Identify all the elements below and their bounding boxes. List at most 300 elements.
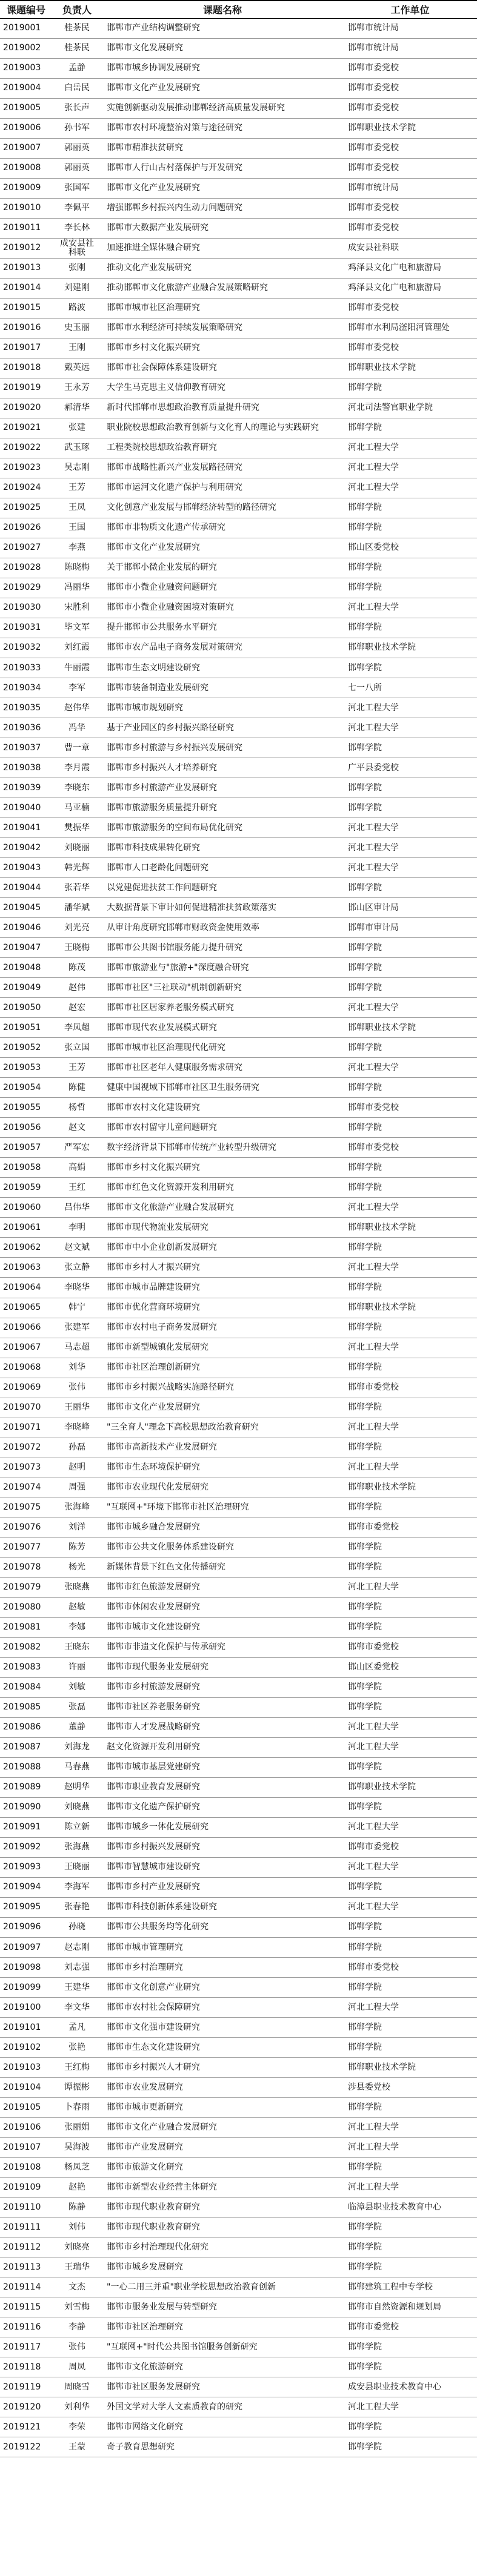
project-title-cell: 邯郸市新型城镇化发展研究 xyxy=(102,1338,343,1358)
project-title-cell: 邯郸市文化产业发展研究 xyxy=(102,538,343,558)
person-cell: 郭丽英 xyxy=(52,158,102,178)
project-id-cell: 2019077 xyxy=(0,1537,52,1557)
project-title-cell: 邯郸市文化创意产业研究 xyxy=(102,1978,343,1998)
project-id-cell: 2019111 xyxy=(0,2218,52,2237)
person-cell: 陈茂 xyxy=(52,958,102,978)
work-unit-cell: 邯郸学院 xyxy=(343,2437,477,2457)
project-title-cell: 邯郸市乡村文化振兴研究 xyxy=(102,338,343,358)
project-id-cell: 2019022 xyxy=(0,438,52,458)
table-row xyxy=(0,1418,477,1438)
project-title-cell: 邯郸市战略性新兴产业发展路径研究 xyxy=(102,458,343,478)
project-title-cell: 邯郸市城市文化建设研究 xyxy=(102,1617,343,1637)
project-title-cell: 工程类院校思想政治教育研究 xyxy=(102,438,343,458)
project-id-cell: 2019021 xyxy=(0,418,52,438)
project-id-cell: 2019105 xyxy=(0,2098,52,2118)
project-title-cell: 文化创意产业发展与邯郸经济转型的路径研究 xyxy=(102,498,343,518)
project-title-cell: 邯郸市社区老年人健康服务需求研究 xyxy=(102,1058,343,1078)
person-cell: 张海燕 xyxy=(52,1837,102,1857)
project-id-cell: 2019054 xyxy=(0,1078,52,1098)
project-id-cell: 2019044 xyxy=(0,878,52,898)
table-row xyxy=(0,2257,477,2277)
work-unit-cell: 邯郸学院 xyxy=(343,1118,477,1138)
person-cell: 王永芳 xyxy=(52,378,102,398)
table-row xyxy=(0,1098,477,1118)
work-unit-cell: 邯郸学院 xyxy=(343,978,477,998)
project-title-cell: 奇子教育思想研究 xyxy=(102,2437,343,2457)
project-title-cell: 邯郸市乡村振兴人才培养研究 xyxy=(102,758,343,778)
table-row xyxy=(0,2138,477,2158)
table-row xyxy=(0,398,477,418)
project-title-cell: 邯郸市社区治理研究 xyxy=(102,2317,343,2337)
person-cell: 韩宁 xyxy=(52,1298,102,1318)
table-row xyxy=(0,1958,477,1978)
table-row xyxy=(0,278,477,298)
project-id-cell: 2019013 xyxy=(0,258,52,278)
work-unit-cell: 邯郸学院 xyxy=(343,2158,477,2178)
table-row xyxy=(0,478,477,498)
table-row xyxy=(0,2317,477,2337)
project-id-cell: 2019057 xyxy=(0,1138,52,1158)
project-id-cell: 2019032 xyxy=(0,638,52,658)
project-title-cell: 邯郸市社区"三社联动"机制创新研究 xyxy=(102,978,343,998)
person-cell: 张艳 xyxy=(52,2038,102,2058)
header-person: 负责人 xyxy=(52,1,102,18)
person-cell: 李晓东 xyxy=(52,778,102,798)
work-unit-cell: 邯郸市统计局 xyxy=(343,38,477,58)
person-cell: 陈健 xyxy=(52,1078,102,1098)
work-unit-cell: 河北工程大学 xyxy=(343,2397,477,2417)
project-title-cell: 邯郸市乡村人才振兴研究 xyxy=(102,1258,343,1278)
work-unit-cell: 邯郸市委党校 xyxy=(343,2317,477,2337)
work-unit-cell: 邯郸学院 xyxy=(343,778,477,798)
work-unit-cell: 河北工程大学 xyxy=(343,1258,477,1278)
work-unit-cell: 邯郸市审计局 xyxy=(343,918,477,938)
person-cell: 李军 xyxy=(52,678,102,698)
project-id-cell: 2019003 xyxy=(0,58,52,78)
person-cell: 刘建刚 xyxy=(52,278,102,298)
project-title-cell: 大学生马克思主义信仰教育研究 xyxy=(102,378,343,398)
table-row xyxy=(0,1518,477,1537)
table-row xyxy=(0,1557,477,1577)
person-cell: 李娜 xyxy=(52,1617,102,1637)
person-cell: 杨凤芝 xyxy=(52,2158,102,2178)
person-cell: 赵明 xyxy=(52,1458,102,1478)
project-title-cell: 邯郸市农产品电子商务发展对策研究 xyxy=(102,638,343,658)
table-row xyxy=(0,2158,477,2178)
project-id-cell: 2019099 xyxy=(0,1978,52,1998)
table-row xyxy=(0,198,477,218)
person-cell: 刘洋 xyxy=(52,1518,102,1537)
table-row xyxy=(0,2337,477,2357)
project-title-cell: 邯郸市乡村旅游发展研究 xyxy=(102,1677,343,1697)
project-title-cell: 邯郸市生态文明建设研究 xyxy=(102,658,343,678)
person-cell: 桂茶民 xyxy=(52,38,102,58)
work-unit-cell: 邯郸学院 xyxy=(343,798,477,818)
person-cell: 白岳民 xyxy=(52,78,102,98)
work-unit-cell: 邯郸学院 xyxy=(343,2218,477,2237)
table-row xyxy=(0,798,477,818)
person-cell: 孙磊 xyxy=(52,1438,102,1458)
person-cell: 王晓东 xyxy=(52,1637,102,1657)
person-cell: 郭丽英 xyxy=(52,138,102,158)
table-row xyxy=(0,118,477,138)
person-cell: 杨光 xyxy=(52,1557,102,1577)
project-id-cell: 2019055 xyxy=(0,1098,52,1118)
table-row xyxy=(0,2078,477,2098)
person-cell: 张长声 xyxy=(52,98,102,118)
table-row xyxy=(0,38,477,58)
table-row xyxy=(0,1998,477,2018)
table-row xyxy=(0,1737,477,1757)
table-row xyxy=(0,1897,477,1917)
work-unit-cell: 邯郸学院 xyxy=(343,2357,477,2377)
project-title-cell: 推动文化产业发展研究 xyxy=(102,258,343,278)
work-unit-cell: 邯郸职业技术学院 xyxy=(343,118,477,138)
work-unit-cell: 邯郸市统计局 xyxy=(343,18,477,38)
project-title-cell: 邯郸市运河文化遗产保护与利用研究 xyxy=(102,478,343,498)
project-id-cell: 2019070 xyxy=(0,1398,52,1418)
person-cell: 王丽华 xyxy=(52,1398,102,1418)
project-id-cell: 2019115 xyxy=(0,2297,52,2317)
person-cell: 张磊 xyxy=(52,1697,102,1717)
work-unit-cell: 河北工程大学 xyxy=(343,698,477,718)
person-cell: 潘华斌 xyxy=(52,898,102,918)
work-unit-cell: 邯郸市委党校 xyxy=(343,1138,477,1158)
project-id-cell: 2019028 xyxy=(0,558,52,578)
work-unit-cell: 邯郸学院 xyxy=(343,1498,477,1518)
work-unit-cell: 邯郸学院 xyxy=(343,578,477,598)
work-unit-cell: 河北工程大学 xyxy=(343,1998,477,2018)
table-row xyxy=(0,1917,477,1937)
project-title-cell: 增强邯郸乡村振兴内生动力问题研究 xyxy=(102,198,343,218)
work-unit-cell: 邯郸学院 xyxy=(343,1597,477,1617)
work-unit-cell: 鸡泽县文化广电和旅游局 xyxy=(343,278,477,298)
project-id-cell: 2019085 xyxy=(0,1697,52,1717)
table-row xyxy=(0,1938,477,1958)
project-id-cell: 2019112 xyxy=(0,2237,52,2257)
project-id-cell: 2019011 xyxy=(0,218,52,238)
project-title-cell: 邯郸市城乡一体化发展研究 xyxy=(102,1817,343,1837)
person-cell: 陈晓梅 xyxy=(52,558,102,578)
project-id-cell: 2019026 xyxy=(0,518,52,538)
person-cell: 赵敏 xyxy=(52,1597,102,1617)
project-title-cell: 以党建促进扶贫工作问题研究 xyxy=(102,878,343,898)
work-unit-cell: 河北工程大学 xyxy=(343,1198,477,1218)
project-title-cell: 邯郸市现代物流业发展研究 xyxy=(102,1218,343,1238)
project-title-cell: 邯郸市人口老龄化问题研究 xyxy=(102,858,343,878)
table-row xyxy=(0,2198,477,2218)
table-row xyxy=(0,1398,477,1418)
table-row xyxy=(0,338,477,358)
project-title-cell: 邯郸市文化旅游产业融合发展研究 xyxy=(102,1198,343,1218)
project-id-cell: 2019010 xyxy=(0,198,52,218)
work-unit-cell: 河北工程大学 xyxy=(343,998,477,1018)
project-id-cell: 2019024 xyxy=(0,478,52,498)
person-cell: 王晓梅 xyxy=(52,938,102,958)
project-title-cell: 邯郸市小微企业融资问题研究 xyxy=(102,578,343,598)
project-title-cell: 邯郸市城乡发展研究 xyxy=(102,2257,343,2277)
work-unit-cell: 河北工程大学 xyxy=(343,438,477,458)
project-title-cell: 邯郸市文化发展研究 xyxy=(102,38,343,58)
work-unit-cell: 邯郸市委党校 xyxy=(343,1098,477,1118)
project-id-cell: 2019046 xyxy=(0,918,52,938)
work-unit-cell: 邯郸学院 xyxy=(343,2257,477,2277)
table-row xyxy=(0,2277,477,2297)
person-cell: 刘海龙 xyxy=(52,1737,102,1757)
project-title-cell: 新媒体背景下红色文化传播研究 xyxy=(102,1557,343,1577)
project-id-cell: 2019114 xyxy=(0,2277,52,2297)
table-row xyxy=(0,598,477,618)
project-id-cell: 2019082 xyxy=(0,1637,52,1657)
person-cell: 吴海波 xyxy=(52,2138,102,2158)
person-cell: 刘敏 xyxy=(52,1677,102,1697)
project-title-cell: 邯郸市文化遗产保护研究 xyxy=(102,1797,343,1817)
project-id-cell: 2019090 xyxy=(0,1797,52,1817)
project-id-cell: 2019080 xyxy=(0,1597,52,1617)
table-row xyxy=(0,2417,477,2437)
project-id-cell: 2019041 xyxy=(0,818,52,838)
work-unit-cell: 广平县委党校 xyxy=(343,758,477,778)
person-cell: 王蒙 xyxy=(52,2437,102,2457)
project-id-cell: 2019069 xyxy=(0,1378,52,1398)
table-row xyxy=(0,2178,477,2198)
table-row xyxy=(0,1978,477,1998)
table-body xyxy=(0,18,477,2457)
work-unit-cell: 邯郸市统计局 xyxy=(343,178,477,198)
work-unit-cell: 邯郸学院 xyxy=(343,1677,477,1697)
table-row xyxy=(0,2218,477,2237)
project-id-cell: 2019053 xyxy=(0,1058,52,1078)
project-title-cell: 邯郸市文化旅游研究 xyxy=(102,2357,343,2377)
person-cell: 赵志刚 xyxy=(52,1938,102,1958)
person-cell: 牛丽霞 xyxy=(52,658,102,678)
work-unit-cell: 邯郸学院 xyxy=(343,958,477,978)
person-cell: 严军宏 xyxy=(52,1138,102,1158)
table-row xyxy=(0,558,477,578)
table-row xyxy=(0,138,477,158)
project-title-cell: 邯郸市文化产业融合发展研究 xyxy=(102,2118,343,2138)
project-id-cell: 2019104 xyxy=(0,2078,52,2098)
table-row xyxy=(0,1218,477,1238)
work-unit-cell: 河北工程大学 xyxy=(343,1817,477,1837)
project-id-cell: 2019033 xyxy=(0,658,52,678)
table-row xyxy=(0,758,477,778)
project-title-cell: 邯郸市乡村振兴发展研究 xyxy=(102,1837,343,1857)
work-unit-cell: 邯郸学院 xyxy=(343,498,477,518)
project-id-cell: 2019052 xyxy=(0,1038,52,1058)
work-unit-cell: 河北工程大学 xyxy=(343,818,477,838)
person-cell: 冯丽华 xyxy=(52,578,102,598)
work-unit-cell: 河北工程大学 xyxy=(343,718,477,738)
work-unit-cell: 邯郸学院 xyxy=(343,1877,477,1897)
work-unit-cell: 河北工程大学 xyxy=(343,458,477,478)
table-row xyxy=(0,1118,477,1138)
project-title-cell: 邯郸市乡村旅游与乡村振兴发展研究 xyxy=(102,738,343,758)
work-unit-cell: 邯郸职业技术学院 xyxy=(343,1018,477,1038)
table-row xyxy=(0,1258,477,1278)
project-id-cell: 2019120 xyxy=(0,2397,52,2417)
project-id-cell: 2019110 xyxy=(0,2198,52,2218)
person-cell: 李明 xyxy=(52,1218,102,1238)
table-row xyxy=(0,778,477,798)
table-row xyxy=(0,1198,477,1218)
table-row xyxy=(0,298,477,318)
project-title-cell: 邯郸市公共服务均等化研究 xyxy=(102,1917,343,1937)
project-title-cell: 邯郸市旅游文化研究 xyxy=(102,2158,343,2178)
project-id-cell: 2019017 xyxy=(0,338,52,358)
project-id-cell: 2019037 xyxy=(0,738,52,758)
table-row xyxy=(0,1717,477,1737)
work-unit-cell: 邯郸学院 xyxy=(343,1438,477,1458)
person-cell: 张丽娟 xyxy=(52,2118,102,2138)
project-id-cell: 2019005 xyxy=(0,98,52,118)
project-title-cell: 大数据背景下审计如何促进精准扶贫政策落实 xyxy=(102,898,343,918)
person-cell: 张建 xyxy=(52,418,102,438)
project-title-cell: 邯郸市职业教育发展研究 xyxy=(102,1777,343,1797)
person-cell: 刘红霞 xyxy=(52,638,102,658)
work-unit-cell: 成安县社科联 xyxy=(343,238,477,258)
project-id-cell: 2019074 xyxy=(0,1478,52,1498)
person-cell: 刘华 xyxy=(52,1358,102,1378)
person-cell: 张晓燕 xyxy=(52,1577,102,1597)
project-id-cell: 2019089 xyxy=(0,1777,52,1797)
project-title-cell: 邯郸市非物质文化遗产传承研究 xyxy=(102,518,343,538)
project-title-cell: 邯郸市非遗文化保护与传承研究 xyxy=(102,1637,343,1657)
project-id-cell: 2019002 xyxy=(0,38,52,58)
table-row xyxy=(0,978,477,998)
project-id-cell: 2019113 xyxy=(0,2257,52,2277)
person-cell: 史玉丽 xyxy=(52,318,102,338)
person-cell: 周晓雪 xyxy=(52,2377,102,2397)
person-cell: 张春艳 xyxy=(52,1897,102,1917)
project-id-cell: 2019030 xyxy=(0,598,52,618)
table-row xyxy=(0,938,477,958)
person-cell: 高娟 xyxy=(52,1158,102,1178)
project-id-cell: 2019023 xyxy=(0,458,52,478)
table-row xyxy=(0,1597,477,1617)
work-unit-cell: 邯郸学院 xyxy=(343,1178,477,1198)
project-id-cell: 2019004 xyxy=(0,78,52,98)
project-id-cell: 2019007 xyxy=(0,138,52,158)
project-title-cell: 邯郸市乡村治理研究 xyxy=(102,1958,343,1978)
project-title-cell: "互联网+"环境下邯郸市社区治理研究 xyxy=(102,1498,343,1518)
project-title-cell: 邯郸市城市基层党建研究 xyxy=(102,1757,343,1777)
project-id-cell: 2019078 xyxy=(0,1557,52,1577)
project-id-cell: 2019100 xyxy=(0,1998,52,2018)
project-title-cell: 邯郸市水利经济可持续发展策略研究 xyxy=(102,318,343,338)
person-cell: 王刚 xyxy=(52,338,102,358)
work-unit-cell: 邯郸学院 xyxy=(343,518,477,538)
project-id-cell: 2019106 xyxy=(0,2118,52,2138)
table-row xyxy=(0,2038,477,2058)
person-cell: 刘雪梅 xyxy=(52,2297,102,2317)
work-unit-cell: 邯郸学院 xyxy=(343,1078,477,1098)
project-title-cell: 邯郸市城乡融合发展研究 xyxy=(102,1518,343,1537)
work-unit-cell: 邯山区委党校 xyxy=(343,1657,477,1677)
person-cell: 张伟 xyxy=(52,2337,102,2357)
work-unit-cell: 邯郸学院 xyxy=(343,1938,477,1958)
project-title-cell: 邯郸市文化产业发展研究 xyxy=(102,178,343,198)
project-id-cell: 2019008 xyxy=(0,158,52,178)
project-id-cell: 2019009 xyxy=(0,178,52,198)
person-cell: 刘光亮 xyxy=(52,918,102,938)
person-cell: 刘伟 xyxy=(52,2218,102,2237)
project-title-cell: 邯郸市中小企业创新发展研究 xyxy=(102,1238,343,1258)
project-id-cell: 2019048 xyxy=(0,958,52,978)
person-cell: 卜春雨 xyxy=(52,2098,102,2118)
project-id-cell: 2019075 xyxy=(0,1498,52,1518)
table-row xyxy=(0,858,477,878)
person-cell: 张立国 xyxy=(52,1038,102,1058)
project-id-cell: 2019045 xyxy=(0,898,52,918)
table-row xyxy=(0,498,477,518)
work-unit-cell: 邯郸学院 xyxy=(343,1398,477,1418)
project-title-cell: 邯郸市公共图书馆服务能力提升研究 xyxy=(102,938,343,958)
table-row xyxy=(0,1298,477,1318)
project-title-cell: 邯郸市服务业发展与转型研究 xyxy=(102,2297,343,2317)
table-row xyxy=(0,1757,477,1777)
person-cell: 赵伟华 xyxy=(52,698,102,718)
project-title-cell: 邯郸市社区服务发展研究 xyxy=(102,2377,343,2397)
project-id-cell: 2019014 xyxy=(0,278,52,298)
project-id-cell: 2019076 xyxy=(0,1518,52,1537)
person-cell: 陈静 xyxy=(52,2198,102,2218)
table-row xyxy=(0,1537,477,1557)
table-row xyxy=(0,1837,477,1857)
project-title-cell: "一心二用三并重"职业学校思想政治教育创新 xyxy=(102,2277,343,2297)
table-row xyxy=(0,258,477,278)
person-cell: 许丽 xyxy=(52,1657,102,1677)
work-unit-cell: 邯郸市委党校 xyxy=(343,1958,477,1978)
work-unit-cell: 邯郸学院 xyxy=(343,1757,477,1777)
project-id-cell: 2019117 xyxy=(0,2337,52,2357)
project-title-cell: 邯郸市休闲农业发展研究 xyxy=(102,1597,343,1617)
person-cell: 张若华 xyxy=(52,878,102,898)
table-row xyxy=(0,2397,477,2417)
project-title-cell: 邯郸市红色文化资源开发利用研究 xyxy=(102,1178,343,1198)
person-cell: 李凤超 xyxy=(52,1018,102,1038)
project-title-cell: 邯郸市城市管理研究 xyxy=(102,1938,343,1958)
project-id-cell: 2019050 xyxy=(0,998,52,1018)
project-title-cell: 邯郸市小微企业融资困境对策研究 xyxy=(102,598,343,618)
project-title-cell: 邯郸市城市规划研究 xyxy=(102,698,343,718)
person-cell: 周强 xyxy=(52,1478,102,1498)
project-id-cell: 2019083 xyxy=(0,1657,52,1677)
table-row xyxy=(0,1478,477,1498)
table-row xyxy=(0,2297,477,2317)
person-cell: 王芳 xyxy=(52,1058,102,1078)
person-cell: 李晓华 xyxy=(52,1278,102,1298)
person-cell: 韩光辉 xyxy=(52,858,102,878)
table-row xyxy=(0,658,477,678)
project-title-cell: 邯郸市人行山古村落保护与开发研究 xyxy=(102,158,343,178)
project-id-cell: 2019095 xyxy=(0,1897,52,1917)
work-unit-cell: 邯郸职业技术学院 xyxy=(343,638,477,658)
person-cell: 曹一章 xyxy=(52,738,102,758)
project-id-cell: 2019035 xyxy=(0,698,52,718)
person-cell: 李燕 xyxy=(52,538,102,558)
work-unit-cell: 邯郸学院 xyxy=(343,1278,477,1298)
project-title-cell: 邯郸市农村文化建设研究 xyxy=(102,1098,343,1118)
work-unit-cell: 邯郸建筑工程中专学校 xyxy=(343,2277,477,2297)
project-id-cell: 2019086 xyxy=(0,1717,52,1737)
table-row xyxy=(0,2357,477,2377)
table-row xyxy=(0,578,477,598)
work-unit-cell: 邯郸学院 xyxy=(343,2018,477,2038)
person-cell: 王红 xyxy=(52,1178,102,1198)
work-unit-cell: 河北工程大学 xyxy=(343,1577,477,1597)
person-cell: 成安县社科联 xyxy=(52,238,102,258)
